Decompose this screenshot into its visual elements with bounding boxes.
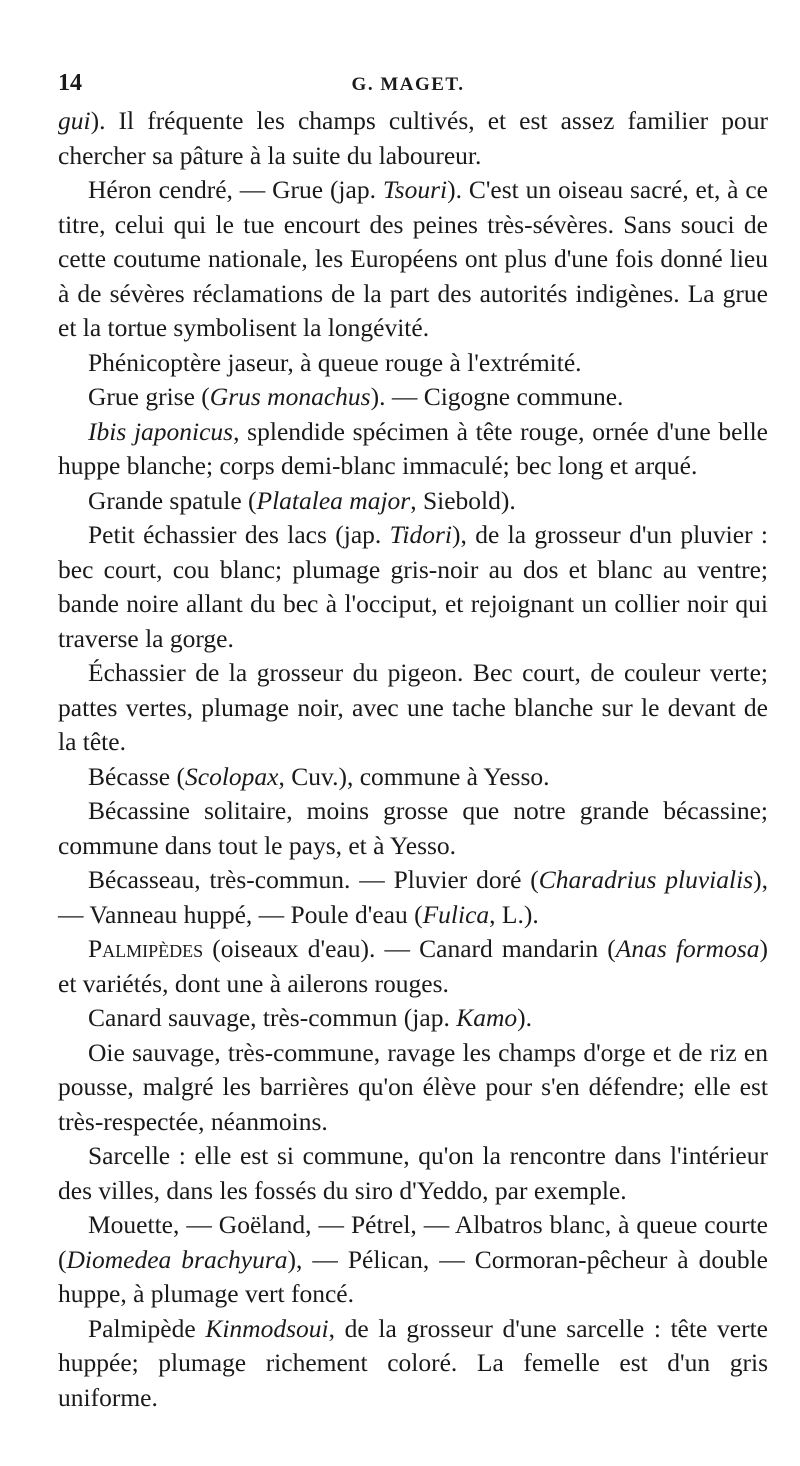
text-run: , L.). — [489, 899, 539, 929]
text-run: Mouette, — Goëland, — Pétrel, — Albatros blanc, à queue courte ( — [58, 1210, 768, 1274]
paragraph — [58, 1208, 768, 1312]
text-run: ), — Pélican, — Cormoran-pêcheur à double huppe, à plumage vert foncé. — [58, 1244, 768, 1308]
text-run: ), — Vanneau huppé, — Poule d'eau ( — [58, 865, 768, 929]
text-run: Canard sauvage, très-commun (jap. — [88, 1003, 457, 1032]
text-run: Phénicoptère jaseur, à queue rouge à l'extrémité. — [88, 347, 582, 377]
paragraph — [58, 932, 768, 1001]
italic-term: Kamo — [456, 1003, 518, 1032]
italic-term: Charadrius pluvialis — [538, 865, 754, 894]
text-run: ), de la grosseur d'un pluvier : bec court, cou blanc; plumage gris-noir au dos et blanc au ventre; bande noire allant du bec à l'occiput, et rejoignant un collier noir qui traverse la gorge. — [58, 520, 768, 653]
text-run: (oiseaux d'eau). — Canard mandarin ( — [203, 934, 616, 963]
page-number: 14 — [58, 70, 82, 96]
text-run: , splendide spécimen à tête rouge, ornée d'une belle huppe blanche; corps demi-blanc immaculé; bec long et arqué. — [58, 416, 768, 480]
paragraph — [58, 863, 768, 932]
text-run: Héron cendré, — Grue (jap. — [88, 175, 383, 204]
text-run: ). Il fréquente les champs cultivés, et est assez familier pour chercher sa pâture à la suite du laboureur. — [58, 106, 768, 170]
paragraph — [58, 173, 768, 346]
text-run: , de la grosseur d'une sarcelle : tête verte huppée; plumage richement coloré. La femelle est d'un gris uniforme. — [58, 1313, 769, 1412]
text-run: Échassier de la grosseur du pigeon. Bec court, de couleur verte; pattes vertes, plumage noir, avec une tache blanche sur le devant de la tête. — [58, 658, 768, 756]
paragraph — [58, 104, 768, 173]
italic-term: Kinmodsoui — [205, 1313, 329, 1343]
italic-term: Diomedea brachyura — [66, 1244, 288, 1274]
paragraph — [58, 484, 768, 519]
text-run: Petit échassier des lacs (jap. — [88, 520, 390, 549]
italic-term: Tidori — [389, 520, 452, 549]
text-run: Bécasseau, très-commun. — Pluvier doré ( — [88, 865, 539, 894]
paragraph — [58, 794, 768, 863]
small-caps-heading: Palmipèdes — [88, 934, 204, 963]
italic-term: Scolopax — [185, 761, 279, 791]
italic-term: Fulica — [422, 899, 490, 929]
text-run: Oie sauvage, très-commune, ravage les champs d'orge et de riz en pousse, malgré les barrières qu'on élève pour s'en défendre; elle est très-respectée, néanmoins. — [58, 1037, 768, 1136]
paragraph — [58, 1312, 768, 1416]
text-run: Bécassine solitaire, moins grosse que notre grande bécassine; commune dans tout le pays, et à Yesso. — [58, 796, 768, 860]
italic-term: Tsouri — [382, 175, 448, 204]
body-text — [58, 104, 768, 1415]
italic-term: Platalea major — [256, 485, 411, 515]
text-run: , Cuv.), commune à Yesso. — [278, 761, 550, 791]
italic-term: Ibis japonicus — [88, 416, 234, 446]
paragraph — [58, 415, 768, 484]
text-run: , Siebold). — [410, 485, 516, 515]
text-run: Palmipède — [88, 1313, 206, 1343]
page-header — [58, 70, 758, 100]
text-run: Grande spatule ( — [88, 485, 257, 515]
paragraph — [58, 380, 768, 415]
paragraph — [58, 656, 768, 760]
paragraph — [58, 1139, 768, 1208]
paragraph — [58, 346, 768, 381]
italic-term: Anas formosa — [615, 934, 760, 963]
paragraph — [58, 518, 768, 656]
running-title: G. MAGET. — [351, 74, 465, 95]
text-run: ). C'est un oiseau sacré, et, à ce titre, celui qui le tue encourt des peines très-sévères. Sans souci de cette coutume nationale, les Européens ont plus d'une fois donné lieu à de sévères réclamations de la part des autorités indigènes. La grue et la tortue symbolisent la longévité. — [58, 175, 768, 342]
paragraph — [58, 1036, 768, 1140]
italic-term: gui — [58, 106, 91, 135]
text-run: Sarcelle : elle est si commune, qu'on la rencontre dans l'intérieur des villes, dans les fossés du siro d'Yeddo, par exemple. — [58, 1141, 768, 1205]
text-run: ). — Cigogne commune. — [370, 382, 624, 411]
italic-term: Grus monachus — [209, 382, 371, 411]
paragraph — [58, 1001, 768, 1036]
text-run: ) et variétés, dont une à ailerons rouges. — [58, 934, 768, 998]
text-run: ). — [517, 1003, 533, 1032]
paragraph — [58, 760, 768, 795]
text-run: Bécasse ( — [88, 761, 185, 791]
text-run: Grue grise ( — [88, 382, 210, 411]
